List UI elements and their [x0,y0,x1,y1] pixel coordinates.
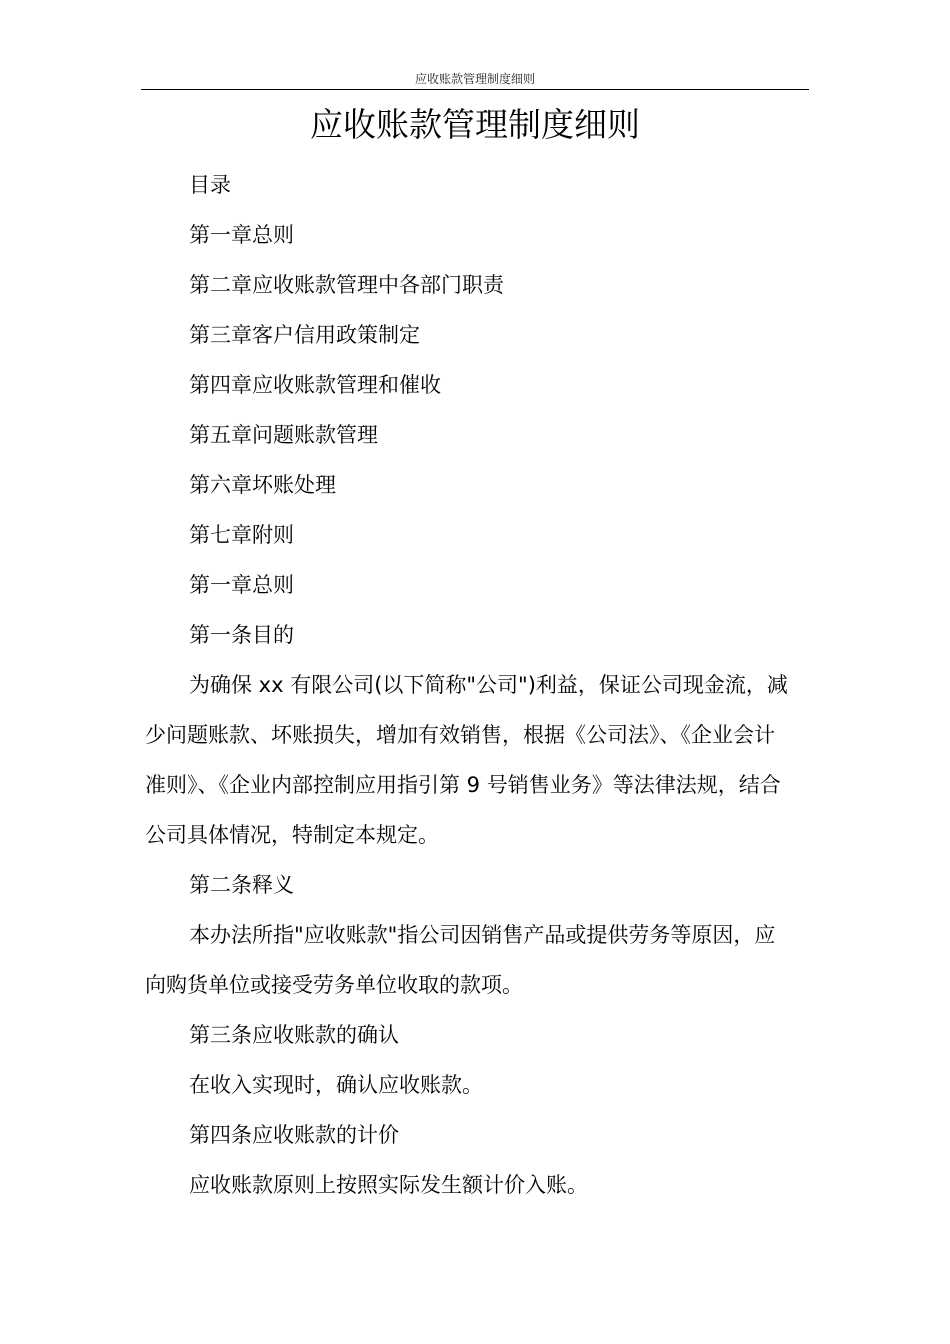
article-3-heading: 第三条应收账款的确认 [189,1023,399,1047]
article-1-line-4: 公司具体情况，特制定本规定。 [145,823,439,847]
toc-item-5: 第五章问题账款管理 [189,423,378,447]
article-3-text: 在收入实现时，确认应收账款。 [189,1073,483,1097]
toc-item-7: 第七章附则 [189,523,294,547]
article-1-line-3: 准则》、《企业内部控制应用指引第 9 号销售业务》等法律法规，结合 [145,773,781,797]
toc-item-2: 第二章应收账款管理中各部门职责 [189,273,504,297]
document-title: 应收账款管理制度细则 [310,105,640,144]
toc-item-6: 第六章坏账处理 [189,473,336,497]
toc-item-4: 第四章应收账款管理和催收 [189,373,441,397]
document-body [145,160,809,1210]
toc-heading: 目录 [189,173,231,197]
toc-item-3: 第三章客户信用政策制定 [189,323,420,347]
article-4-heading: 第四条应收账款的计价 [189,1123,399,1147]
article-2-heading: 第二条释义 [189,873,294,897]
running-header: 应收账款管理制度细则 [141,71,809,90]
article-1-heading: 第一条目的 [189,623,294,647]
article-2-line-1: 本办法所指"应收账款"指公司因销售产品或提供劳务等原因，应 [189,923,776,947]
article-1-line-1: 为确保 xx 有限公司(以下简称"公司")利益，保证公司现金流，减 [189,673,788,697]
article-2-line-2: 向购货单位或接受劳务单位收取的款项。 [145,973,523,997]
article-4-text: 应收账款原则上按照实际发生额计价入账。 [189,1173,588,1197]
chapter-heading: 第一章总则 [189,573,294,597]
article-1-line-2: 少问题账款、坏账损失，增加有效销售，根据《公司法》、《企业会计 [145,723,775,747]
toc-item-1: 第一章总则 [189,223,294,247]
